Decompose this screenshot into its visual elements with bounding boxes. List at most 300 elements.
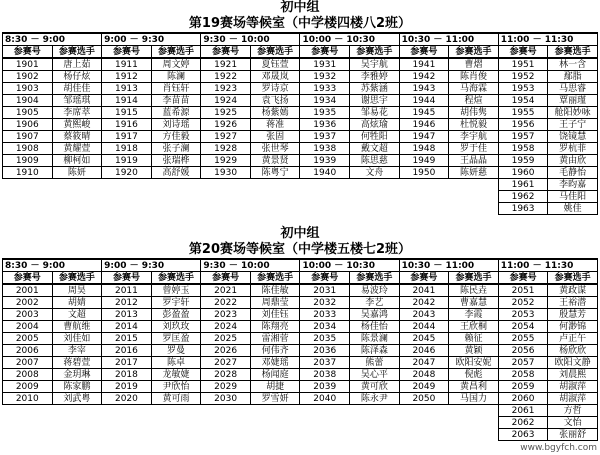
contestant-name: 何牲阳 [350, 131, 400, 143]
contestant-number: 2054 [498, 321, 548, 333]
contestant-number: 2016 [102, 345, 152, 357]
contestant-number: 2042 [399, 297, 449, 309]
contestant-number: 2041 [399, 284, 449, 297]
contestant-number: 1953 [498, 83, 548, 95]
contestant-number: 1946 [399, 119, 449, 131]
contestant-number [102, 203, 152, 215]
contestant-name: 陈澜 [151, 71, 201, 83]
header-name: 参赛选手 [548, 46, 598, 59]
contestant-name [449, 417, 499, 429]
contestant-number [300, 191, 350, 203]
contestant-name: 周昊 [52, 284, 102, 297]
contestant-number: 1962 [498, 191, 548, 203]
contestant-number: 2053 [498, 309, 548, 321]
contestant-name: 鄢脂 [548, 71, 598, 83]
contestant-number [300, 179, 350, 191]
contestant-number [201, 405, 251, 417]
contestant-number: 1963 [498, 203, 548, 215]
contestant-number [3, 191, 53, 203]
header-row [3, 46, 598, 59]
contestant-number: 1903 [3, 83, 53, 95]
contestant-name: 唐上茹 [52, 58, 102, 71]
contestant-number [201, 179, 251, 191]
contestant-name: 李艺 [350, 297, 400, 309]
contestant-number: 2043 [399, 309, 449, 321]
contestant-number: 1930 [201, 167, 251, 179]
contestant-number: 1921 [201, 58, 251, 71]
contestant-number: 1944 [399, 95, 449, 107]
contestant-name: 覃丽瑾 [548, 95, 598, 107]
header-number: 参赛号 [498, 272, 548, 285]
contestant-name: 马思睿 [548, 83, 598, 95]
contestant-name: 陈妍 [52, 167, 102, 179]
contestant-name: 黄熙峻 [52, 119, 102, 131]
contestant-number: 1959 [498, 155, 548, 167]
contestant-name: 陈卓 [151, 357, 201, 369]
header-number: 参赛号 [399, 46, 449, 59]
contestant-name: 曹熠 [449, 58, 499, 71]
contestant-number: 1943 [399, 83, 449, 95]
contestant-name: 陈景澜 [350, 333, 400, 345]
contestant-name: 黄景贤 [250, 155, 300, 167]
header-name: 参赛选手 [250, 46, 300, 59]
contestant-name: 夏钰萱 [250, 58, 300, 71]
contestant-number [3, 429, 53, 441]
contestant-name: 高舒媛 [151, 167, 201, 179]
contestant-name: 刘玖玫 [151, 321, 201, 333]
contestant-number [3, 417, 53, 429]
header-name: 参赛选手 [449, 46, 499, 59]
contestant-name: 苏紫涵 [350, 83, 400, 95]
contestant-name: 李苗苗 [151, 95, 201, 107]
contestant-name: 吴心平 [350, 369, 400, 381]
header-name: 参赛选手 [350, 46, 400, 59]
time-slot: 11:00 － 11:30 [498, 260, 597, 272]
contestant-number: 2055 [498, 333, 548, 345]
contestant-number: 2037 [300, 357, 350, 369]
table-row [3, 191, 598, 203]
time-slot: 10:00 － 10:30 [300, 260, 399, 272]
contestant-name [52, 179, 102, 191]
contestant-number: 1949 [399, 155, 449, 167]
contestant-name: 王晶晶 [449, 155, 499, 167]
contestant-number: 1934 [300, 95, 350, 107]
contestant-number: 2039 [300, 381, 350, 393]
header-name: 参赛选手 [52, 46, 102, 59]
contestant-name: 马海霖 [449, 83, 499, 95]
contestant-name: 易波玲 [350, 284, 400, 297]
contestant-number: 1932 [300, 71, 350, 83]
contestant-name: 胡佳佳 [52, 83, 102, 95]
contestant-number: 1960 [498, 167, 548, 179]
contestant-name [250, 179, 300, 191]
contestant-number [201, 203, 251, 215]
contestant-name: 蒋准 [250, 119, 300, 131]
contestant-number: 2052 [498, 297, 548, 309]
contestant-name: 胡淑萍 [548, 381, 598, 393]
contestant-name: 倪彪 [449, 369, 499, 381]
contestant-name [250, 429, 300, 441]
contestant-number [300, 429, 350, 441]
contestant-number: 2027 [201, 357, 251, 369]
contestant-name: 陈妍慈 [449, 167, 499, 179]
header-name: 参赛选手 [350, 272, 400, 285]
contestant-name: 肖钰轩 [151, 83, 201, 95]
contestant-name: 柳柯如 [52, 155, 102, 167]
table-row [3, 95, 598, 107]
contestant-number: 1933 [300, 83, 350, 95]
contestant-name: 金玥琳 [52, 369, 102, 381]
contestant-name: 刘武粤 [52, 393, 102, 405]
contestant-name [151, 179, 201, 191]
header-number: 参赛号 [3, 46, 53, 59]
contestant-number: 1924 [201, 95, 251, 107]
contestant-name: 何伟齐 [250, 345, 300, 357]
header-number: 参赛号 [498, 46, 548, 59]
time-slot: 8:30 － 9:00 [3, 260, 102, 272]
contestant-number: 2003 [3, 309, 53, 321]
time-slot: 10:30 － 11:00 [399, 260, 498, 272]
contestant-name: 文舟 [350, 167, 400, 179]
contestant-name: 杨佳怡 [350, 321, 400, 333]
contestant-name: 杨闻庭 [250, 369, 300, 381]
contestant-name: 谢思宇 [350, 95, 400, 107]
contestant-name [350, 405, 400, 417]
contestant-number: 2033 [300, 309, 350, 321]
contestant-name: 王欣桐 [449, 321, 499, 333]
contestant-name: 曾婷玉 [151, 284, 201, 297]
contestant-name: 杨仔炫 [52, 71, 102, 83]
contestant-number: 2012 [102, 297, 152, 309]
table-row [3, 203, 598, 215]
time-slot: 11:00 － 11:30 [498, 34, 597, 46]
contestant-number: 2040 [300, 393, 350, 405]
contestant-name: 方哲 [548, 405, 598, 417]
contestant-name: 程煊 [449, 95, 499, 107]
contestant-name [52, 203, 102, 215]
contestant-number: 2031 [300, 284, 350, 297]
contestant-number: 1936 [300, 119, 350, 131]
schedule-table [2, 259, 598, 441]
contestant-number: 2058 [498, 369, 548, 381]
contestant-name [250, 417, 300, 429]
table-row [3, 405, 598, 417]
contestant-number: 2008 [3, 369, 53, 381]
contestant-name: 杨欣欣 [548, 345, 598, 357]
contestant-name: 黄昌利 [449, 381, 499, 393]
contestant-name: 舱阳妙咏 [548, 107, 598, 119]
contestant-name: 张子澜 [151, 143, 201, 155]
contestant-number: 1913 [102, 83, 152, 95]
contestant-name: 黄颖 [449, 345, 499, 357]
contestant-number: 2014 [102, 321, 152, 333]
time-slot: 8:30 － 9:00 [3, 34, 102, 46]
contestant-number: 1902 [3, 71, 53, 83]
contestant-number [201, 417, 251, 429]
table-row [3, 155, 598, 167]
contestant-name [350, 429, 400, 441]
table-row [3, 143, 598, 155]
contestant-number [399, 405, 449, 417]
contestant-name: 刘佳钰 [250, 309, 300, 321]
contestant-number: 1939 [300, 155, 350, 167]
room-20-section [2, 226, 598, 441]
table-row [3, 321, 598, 333]
contestant-number [102, 179, 152, 191]
contestant-name: 李霞 [449, 309, 499, 321]
contestant-number: 1961 [498, 179, 548, 191]
contestant-number: 2063 [498, 429, 548, 441]
contestant-number: 2034 [300, 321, 350, 333]
contestant-number: 1904 [3, 95, 53, 107]
contestant-name: 罗匡盈 [151, 333, 201, 345]
contestant-number: 2060 [498, 393, 548, 405]
contestant-name: 罗曼 [151, 345, 201, 357]
contestant-name [52, 429, 102, 441]
time-slot: 9:30 － 10:00 [201, 260, 300, 272]
contestant-number: 1905 [3, 107, 53, 119]
header-number: 参赛号 [102, 46, 152, 59]
table-row [3, 167, 598, 179]
contestant-number: 2049 [399, 381, 449, 393]
contestant-name: 周鼎莹 [250, 297, 300, 309]
contestant-name [350, 203, 400, 215]
contestant-number: 1947 [399, 131, 449, 143]
contestant-number: 1923 [201, 83, 251, 95]
contestant-number: 2032 [300, 297, 350, 309]
contestant-name: 陈民垚 [449, 284, 499, 297]
contestant-number: 2028 [201, 369, 251, 381]
contestant-number: 2035 [300, 333, 350, 345]
contestant-name: 曹嘉慧 [449, 297, 499, 309]
table-row [3, 369, 598, 381]
contestant-name: 马佳阳 [548, 191, 598, 203]
header-name: 参赛选手 [151, 46, 201, 59]
contestant-number: 1910 [3, 167, 53, 179]
contestant-name [151, 429, 201, 441]
contestant-name: 欧阳文静 [548, 357, 598, 369]
table-row [3, 345, 598, 357]
contestant-number: 2002 [3, 297, 53, 309]
contestant-number: 1951 [498, 58, 548, 71]
contestant-name [250, 405, 300, 417]
contestant-name: 卢正午 [548, 333, 598, 345]
contestant-number [201, 191, 251, 203]
contestant-name: 吴宇航 [350, 58, 400, 71]
contestant-name: 张瑞桦 [151, 155, 201, 167]
contestant-name: 袁飞扬 [250, 95, 300, 107]
table-row [3, 309, 598, 321]
contestant-name: 张世琴 [250, 143, 300, 155]
contestant-number: 1908 [3, 143, 53, 155]
header-name: 参赛选手 [151, 272, 201, 285]
contestant-name: 刘佳如 [52, 333, 102, 345]
contestant-name [52, 191, 102, 203]
contestant-name: 李宰 [52, 345, 102, 357]
section-title: 初中组 [280, 0, 320, 15]
contestant-name: 邓晟岚 [250, 71, 300, 83]
contestant-number: 2010 [3, 393, 53, 405]
contestant-name: 方佳毅 [151, 131, 201, 143]
contestant-number: 2056 [498, 345, 548, 357]
header-name: 参赛选手 [449, 272, 499, 285]
contestant-number: 2022 [201, 297, 251, 309]
contestant-number: 1950 [399, 167, 449, 179]
table-row [3, 179, 598, 191]
header-name: 参赛选手 [250, 272, 300, 285]
contestant-name: 杜悦毅 [449, 119, 499, 131]
contestant-name: 胡淑萍 [548, 393, 598, 405]
contestant-name: 高炫瑜 [350, 119, 400, 131]
contestant-name: 饶镜慧 [548, 131, 598, 143]
contestant-name: 陈泽森 [350, 345, 400, 357]
watermark: www.bgyfch.com [520, 443, 597, 453]
contestant-name: 罗杭菲 [548, 143, 598, 155]
contestant-number: 1948 [399, 143, 449, 155]
contestant-name: 何渺锦 [548, 321, 598, 333]
contestant-number: 2025 [201, 333, 251, 345]
contestant-name: 王裕潜 [548, 297, 598, 309]
contestant-name: 龙敏婕 [151, 369, 201, 381]
contestant-number: 2044 [399, 321, 449, 333]
contestant-number: 1917 [102, 131, 152, 143]
contestant-name: 雷湘菅 [250, 333, 300, 345]
contestant-name: 黄政谋 [548, 284, 598, 297]
table-row [3, 381, 598, 393]
contestant-number [102, 417, 152, 429]
contestant-name: 毛静怡 [548, 167, 598, 179]
contestant-name: 李雅婷 [350, 71, 400, 83]
contestant-name: 吴嘉鸿 [350, 309, 400, 321]
contestant-number: 1931 [300, 58, 350, 71]
contestant-name [250, 191, 300, 203]
table-row [3, 429, 598, 441]
table-row [3, 297, 598, 309]
contestant-number: 1901 [3, 58, 53, 71]
contestant-name: 邹易花 [350, 107, 400, 119]
contestant-number: 2030 [201, 393, 251, 405]
contestant-name: 罗雪妍 [250, 393, 300, 405]
table-row [3, 333, 598, 345]
contestant-number: 2048 [399, 369, 449, 381]
contestant-name: 陈粤宁 [250, 167, 300, 179]
time-slot: 10:30 － 11:00 [399, 34, 498, 46]
contestant-name: 王子宁 [548, 119, 598, 131]
table-row [3, 284, 598, 297]
contestant-number: 1942 [399, 71, 449, 83]
contestant-name: 陈翔亮 [250, 321, 300, 333]
contestant-number: 1956 [498, 119, 548, 131]
contestant-name: 蒋碧萱 [52, 357, 102, 369]
time-slot: 9:00 － 9:30 [102, 34, 201, 46]
contestant-number: 1920 [102, 167, 152, 179]
contestant-name: 刘晨熙 [548, 369, 598, 381]
contestant-name [449, 179, 499, 191]
contestant-number: 1958 [498, 143, 548, 155]
contestant-number: 1927 [201, 131, 251, 143]
contestant-name: 邓婕瑶 [250, 357, 300, 369]
contestant-name: 李昀嘉 [548, 179, 598, 191]
contestant-name [151, 417, 201, 429]
section-title: 初中组 [280, 226, 320, 241]
contestant-name: 胡捷 [250, 381, 300, 393]
contestant-name: 黄可雨 [151, 393, 201, 405]
contestant-number: 2011 [102, 284, 152, 297]
contestant-number: 2001 [3, 284, 53, 297]
table-row [3, 417, 598, 429]
contestant-number: 2007 [3, 357, 53, 369]
contestant-number: 1907 [3, 131, 53, 143]
contestant-name: 殷慧芳 [548, 309, 598, 321]
contestant-number [300, 405, 350, 417]
contestant-number [399, 203, 449, 215]
contestant-number: 1919 [102, 155, 152, 167]
table-row [3, 71, 598, 83]
contestant-name: 黄耀萱 [52, 143, 102, 155]
contestant-number: 2036 [300, 345, 350, 357]
contestant-name: 马国力 [449, 393, 499, 405]
contestant-name: 胡婧 [52, 297, 102, 309]
contestant-number: 2004 [3, 321, 53, 333]
contestant-number: 2019 [102, 381, 152, 393]
contestant-name: 姚佳 [548, 203, 598, 215]
contestant-name [350, 179, 400, 191]
contestant-number: 1935 [300, 107, 350, 119]
contestant-number: 2017 [102, 357, 152, 369]
table-row [3, 393, 598, 405]
header-number: 参赛号 [300, 272, 350, 285]
contestant-number: 1928 [201, 143, 251, 155]
contestant-number: 2006 [3, 345, 53, 357]
contestant-name: 罗诗京 [250, 83, 300, 95]
contestant-name: 陈肖俊 [449, 71, 499, 83]
header-number: 参赛号 [201, 272, 251, 285]
contestant-name [449, 405, 499, 417]
contestant-number [3, 405, 53, 417]
contestant-number: 2020 [102, 393, 152, 405]
table-row [3, 131, 598, 143]
contestant-number: 2050 [399, 393, 449, 405]
contestant-name: 蔡筱晴 [52, 131, 102, 143]
contestant-number: 1914 [102, 95, 152, 107]
contestant-name [151, 405, 201, 417]
contestant-number: 2009 [3, 381, 53, 393]
contestant-name: 李宇航 [449, 131, 499, 143]
contestant-number: 1912 [102, 71, 152, 83]
room-19-section [2, 0, 598, 215]
contestant-name: 张固 [250, 131, 300, 143]
contestant-name: 胡伟隽 [449, 107, 499, 119]
contestant-name: 彭盈盈 [151, 309, 201, 321]
contestant-number [102, 191, 152, 203]
contestant-name: 黄由欣 [548, 155, 598, 167]
contestant-number [399, 429, 449, 441]
time-slot: 9:00 － 9:30 [102, 260, 201, 272]
contestant-number [399, 417, 449, 429]
header-number: 参赛号 [3, 272, 53, 285]
contestant-name: 杨紫嫣 [250, 107, 300, 119]
table-row [3, 83, 598, 95]
contestant-name [151, 203, 201, 215]
contestant-name [449, 203, 499, 215]
contestant-name [52, 417, 102, 429]
contestant-name [449, 191, 499, 203]
contestant-name: 欧阳安妮 [449, 357, 499, 369]
contestant-number: 2029 [201, 381, 251, 393]
table-row [3, 58, 598, 71]
contestant-name: 陈思慈 [350, 155, 400, 167]
contestant-number: 2018 [102, 369, 152, 381]
